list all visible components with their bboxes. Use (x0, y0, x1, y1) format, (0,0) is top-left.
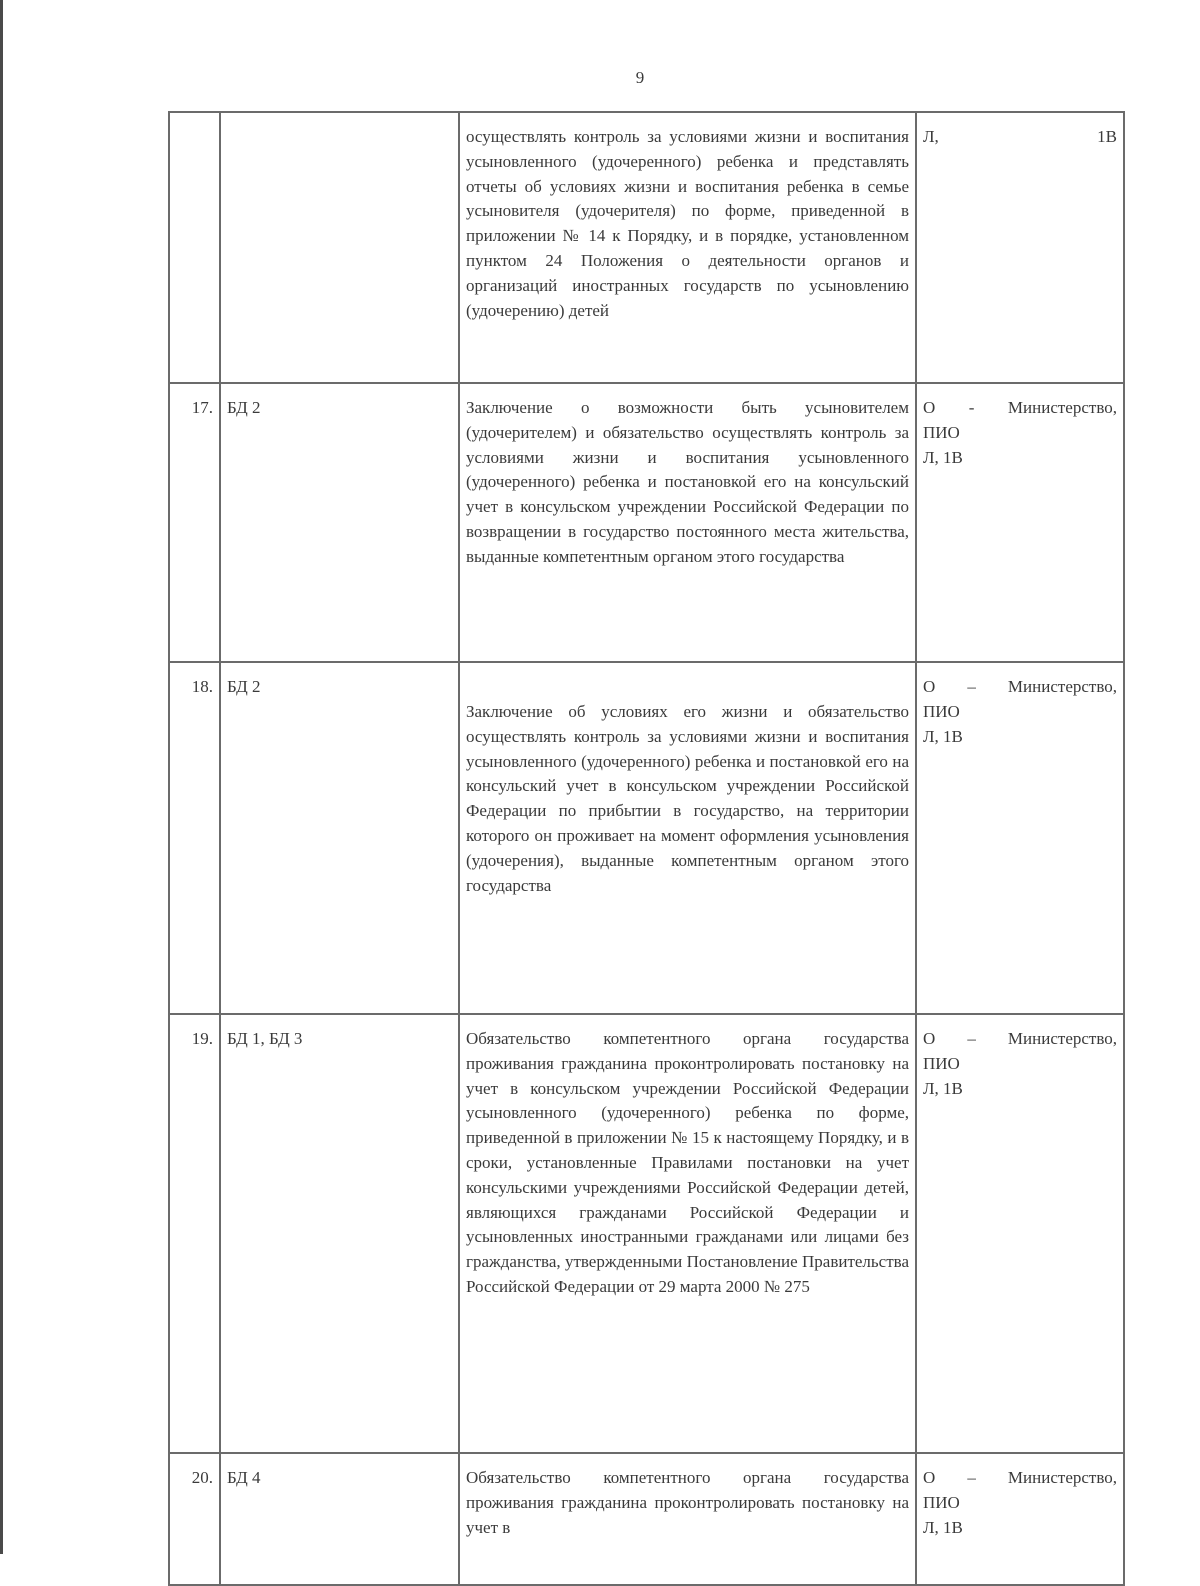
row-description: Заключение об условиях его жизни и обязательство осуществлять контроль за условиями жизни и воспитания усыновленного (удочеренного) ребенка и постановкой его на консульский учет в консульском учреждении Российской Федерации по прибытии в государство, на территории которого он проживает на момент оформления усыновления (удочерения), выданные компетентным органом этого государства (459, 662, 916, 1014)
table-row (169, 1453, 1124, 1585)
row-status-rest: ПИО Л, 1В (923, 1492, 963, 1537)
row-status (916, 112, 1124, 383)
page-edge (0, 0, 3, 1554)
row-description: Обязательство компетентного органа государства проживания гражданина проконтролировать постановку на учет в консульском учреждении Российской Федерации усыновленного (удочеренного) ребенка по форме, приведенной в приложении № 15 к настоящему Порядку, и в сроки, установленные Правилами постановки на учет консульскими учреждениями Российской Федерации детей, являющихся гражданами Российской Федерации и усыновленных иностранными гражданами или лицами без гражданства, утвержденными Постановление Правительства Российской Федерации от 29 марта 2000 № 275 (459, 1014, 916, 1453)
table-row (169, 383, 1124, 662)
row-status (916, 662, 1124, 1014)
row-description: осуществлять контроль за условиями жизни и воспитания усыновленного (удочеренного) ребенка и представлять отчеты об условиях жизни и воспитания ребенка в семье усыновителя (удочерителя) по форме, приведенной в приложении № 14 к Порядку, и в порядке, установленном пунктом 24 Положения о деятельности органов и организаций иностранных государств по усыновлению (удочерению) детей (459, 112, 916, 383)
row-code: БД 2 (220, 662, 459, 1014)
row-description: Заключение о возможности быть усыновителем (удочерителем) и обязательство осуществлять контроль за условиями жизни и воспитания усыновленного (удочеренного) ребенка и постановкой его на консульский учет в консульском учреждении Российской Федерации по возвращении в государство постоянного места жительства, выданные компетентным органом этого государства (459, 383, 916, 662)
row-number: 20. (169, 1453, 220, 1585)
row-code: БД 4 (220, 1453, 459, 1585)
row-status-line1: О - Министерство, (923, 398, 1117, 417)
table-row (169, 1014, 1124, 1453)
row-status (916, 1453, 1124, 1585)
row-number: 17. (169, 383, 220, 662)
row-status-rest: ПИО Л, 1В (923, 1053, 963, 1098)
row-description: Обязательство компетентного органа государства проживания гражданина проконтролировать постановку на учет в (459, 1453, 916, 1585)
row-status-rest: ПИО Л, 1В (923, 701, 963, 746)
document-table (168, 111, 1125, 1586)
row-status-line1: О – Министерство, (923, 1029, 1117, 1048)
row-status-line1: О – Министерство, (923, 677, 1117, 696)
row-status-line1: О – Министерство, (923, 1468, 1117, 1487)
table-row (169, 112, 1124, 383)
row-status (916, 383, 1124, 662)
row-status-line1: Л, 1В (923, 127, 1117, 146)
row-code: БД 2 (220, 383, 459, 662)
row-code (220, 112, 459, 383)
row-status (916, 1014, 1124, 1453)
table-row (169, 662, 1124, 1014)
row-status-rest: ПИО Л, 1В (923, 422, 963, 467)
row-number: 19. (169, 1014, 220, 1453)
page-number: 9 (635, 68, 645, 87)
row-number (169, 112, 220, 383)
row-number: 18. (169, 662, 220, 1014)
row-code: БД 1, БД 3 (220, 1014, 459, 1453)
